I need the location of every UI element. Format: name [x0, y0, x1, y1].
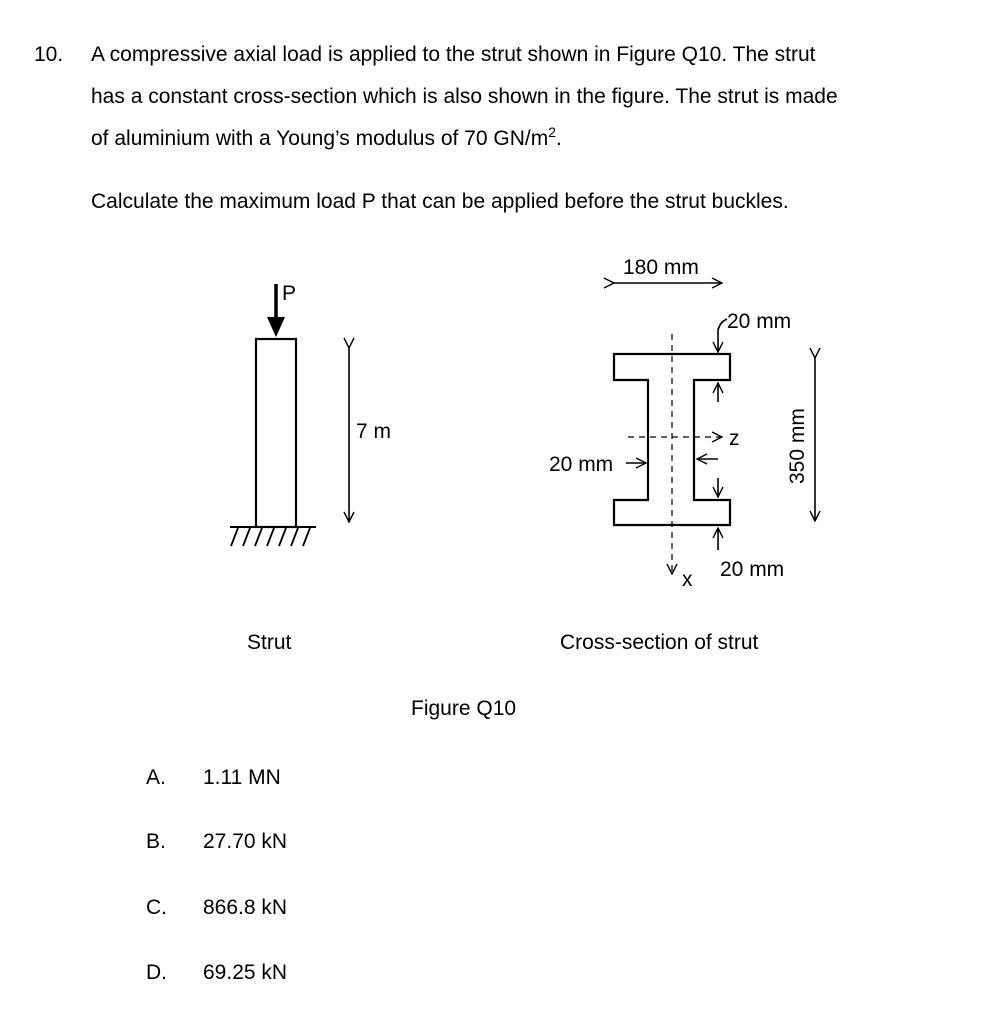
question-line-1: A compressive axial load is applied to the strut shown in Figure Q10. The strut	[91, 43, 816, 66]
strut-column	[256, 339, 296, 527]
question-number: 10.	[34, 43, 64, 66]
length-label: 7 m	[356, 420, 392, 443]
flange-top-label: 20 mm	[727, 310, 792, 333]
section-caption: Cross-section of strut	[560, 631, 759, 654]
option-b-letter: B.	[146, 830, 166, 853]
web-label: 20 mm	[549, 453, 614, 476]
superscript-two: 2	[548, 124, 556, 140]
question-line-2: has a constant cross-section which is also shown in the figure. The strut is made	[91, 85, 838, 108]
option-a-value: 1.11 MN	[203, 766, 281, 789]
flange-bottom-label: 20 mm	[720, 558, 785, 581]
question-instruction: Calculate the maximum load P that can be applied before the strut buckles.	[91, 190, 789, 213]
option-d-value: 69.25 kN	[203, 961, 288, 984]
height-label: 350 mm	[786, 408, 809, 484]
flange-top-leader	[718, 319, 727, 352]
cross-section-diagram	[549, 256, 815, 654]
z-axis-label: z	[729, 427, 740, 450]
width-label: 180 mm	[623, 256, 699, 279]
figure-caption: Figure Q10	[411, 697, 517, 720]
load-arrow-head	[267, 317, 285, 337]
option-c-letter: C.	[146, 896, 167, 919]
question-line-3-end: .	[556, 127, 562, 150]
option-b-value: 27.70 kN	[203, 830, 288, 853]
question-line-3-text: of aluminium with a Young’s modulus of 70 GN/m	[91, 127, 549, 150]
ground-hatching	[231, 528, 310, 546]
option-d-letter: D.	[146, 961, 167, 984]
strut-caption: Strut	[247, 631, 292, 654]
option-a-letter: A.	[146, 766, 166, 789]
load-label: P	[282, 282, 297, 305]
strut-diagram	[230, 282, 391, 654]
option-c-value: 866.8 kN	[203, 896, 288, 919]
x-axis-label: x	[682, 568, 693, 591]
